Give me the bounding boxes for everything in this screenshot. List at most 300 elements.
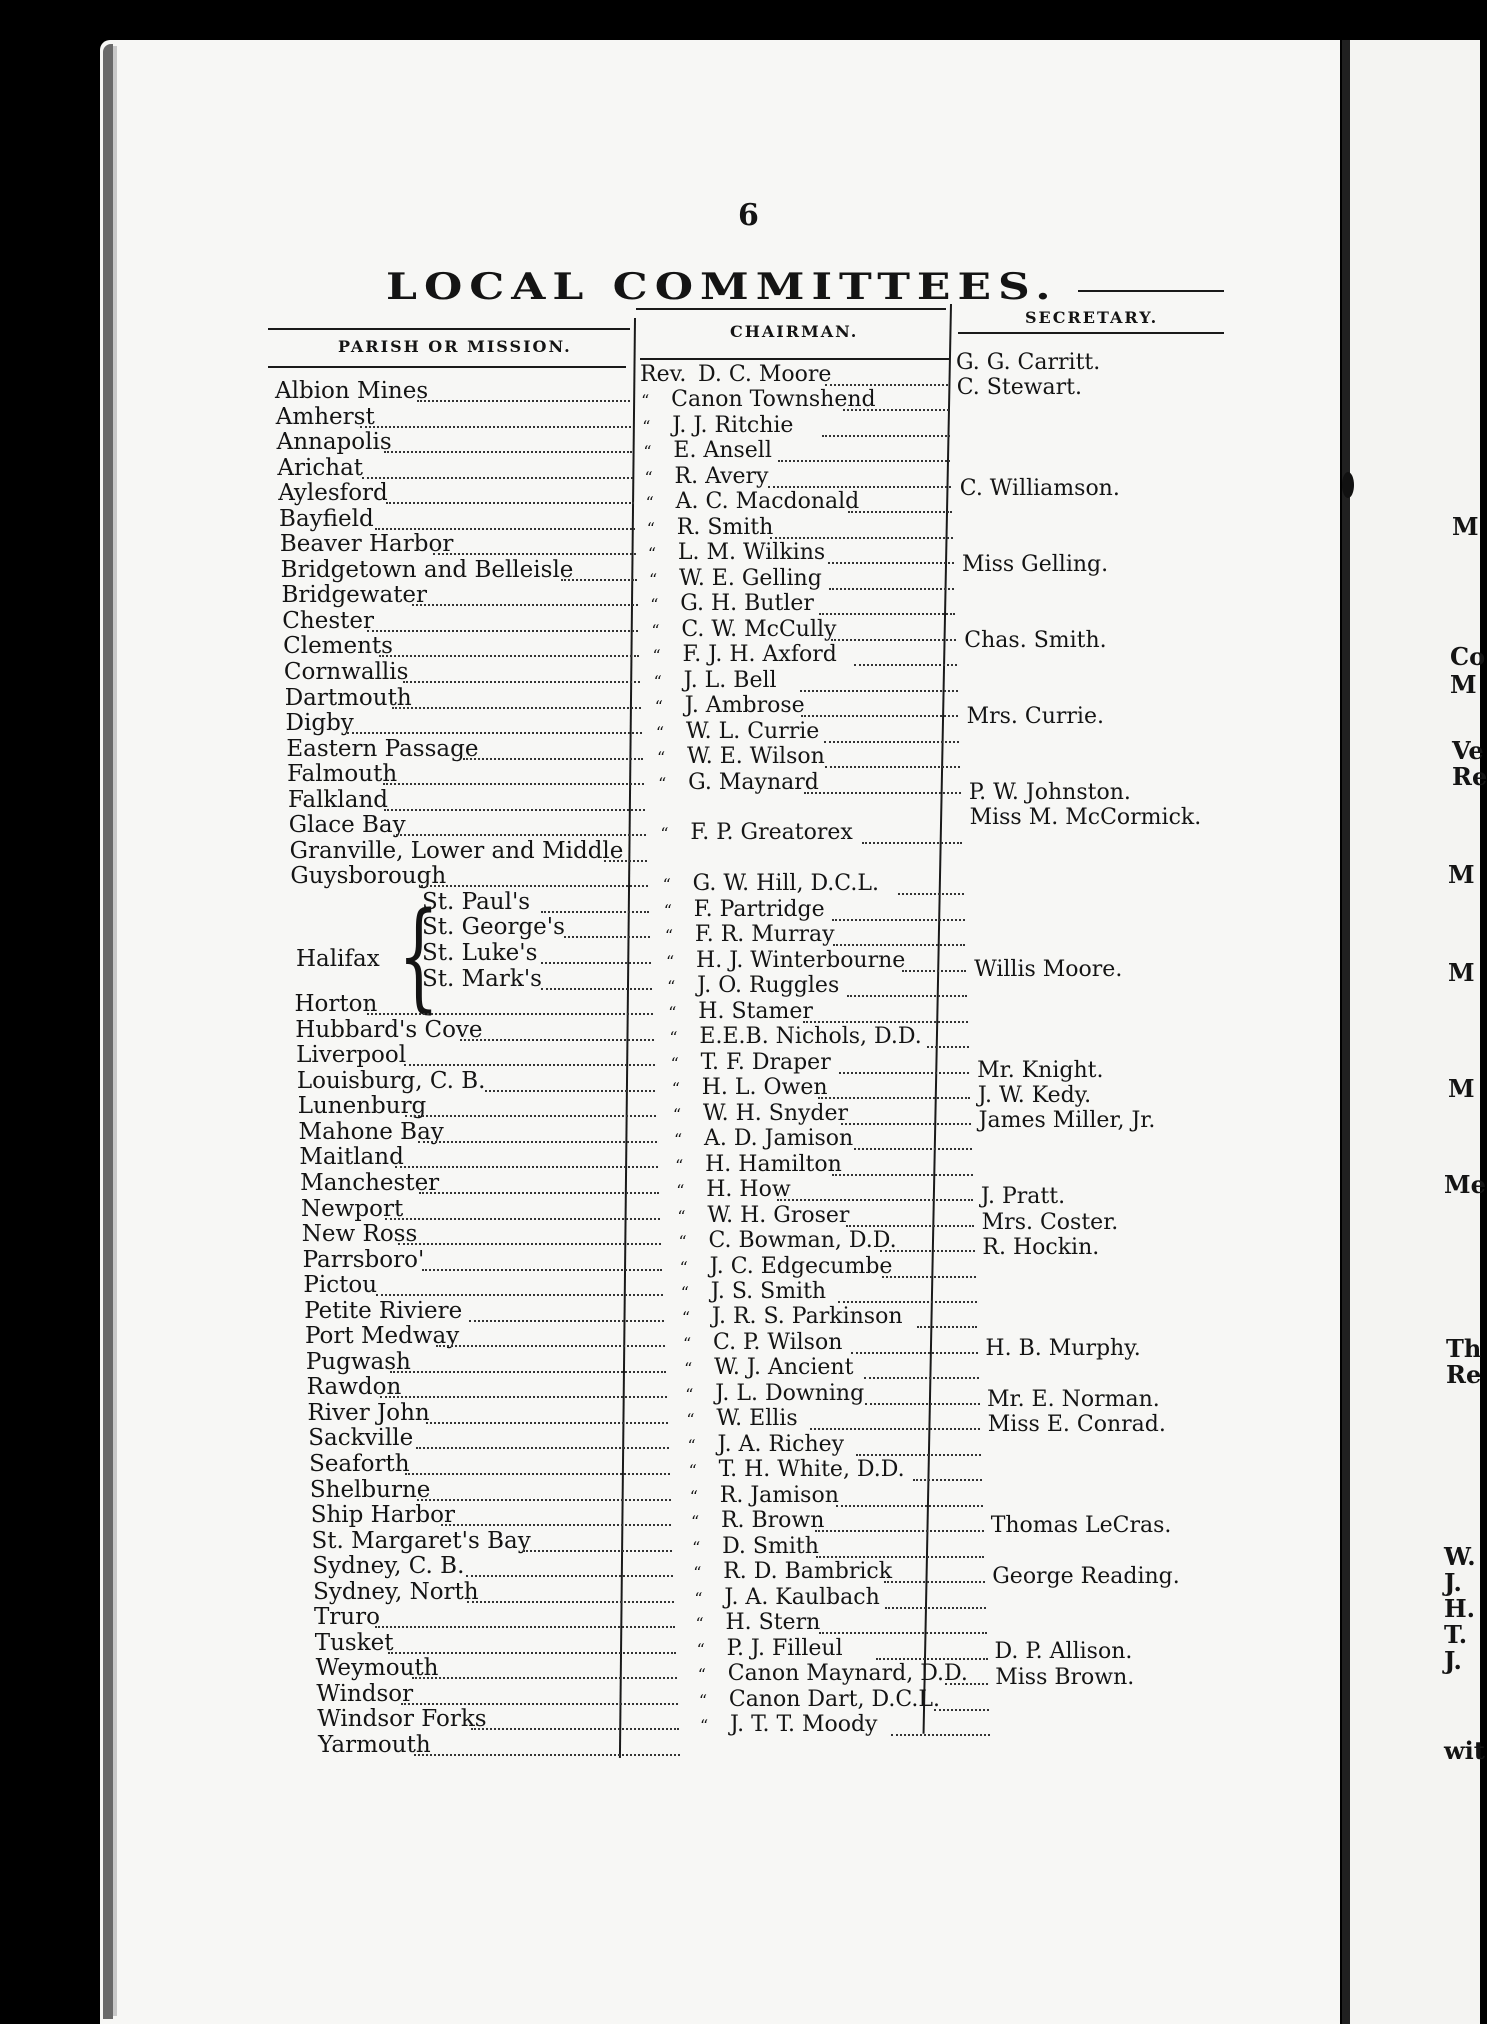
parish-name: Digby xyxy=(285,710,354,737)
dot-leader xyxy=(469,1320,664,1322)
ditto-mark: “ xyxy=(644,467,653,487)
chairman-name: R. D. Bambrick xyxy=(723,1559,893,1585)
facing-page-fragment: J. xyxy=(1444,1646,1462,1675)
facing-page-fragment: W. xyxy=(1444,1542,1476,1571)
chairman-name: W. Ellis xyxy=(716,1406,798,1432)
parish-name: Sydney, C. B. xyxy=(312,1553,465,1580)
facing-page-fragment: M xyxy=(1450,670,1477,699)
dot-leader xyxy=(405,1115,656,1117)
chairman-name: J. L. Bell xyxy=(683,667,777,693)
parish-name: Granville, Lower and Middle xyxy=(289,837,624,864)
dot-leader xyxy=(902,970,967,972)
dot-leader xyxy=(375,1626,675,1628)
parish-name: Windsor xyxy=(316,1680,414,1707)
facing-page-fragment: Th xyxy=(1446,1334,1482,1363)
dot-leader xyxy=(862,842,962,844)
chairman-name: J. L. Downing xyxy=(715,1380,865,1406)
dot-leader xyxy=(778,460,950,462)
parish-name: Chester xyxy=(282,607,374,634)
dot-leader xyxy=(851,1352,978,1354)
dot-leader xyxy=(460,1039,653,1041)
chairman-name: T. H. White, D.D. xyxy=(718,1457,905,1483)
dot-leader xyxy=(362,477,633,479)
parish-name: Parrsboro' xyxy=(302,1246,425,1273)
chairman-name: Canon Townshend xyxy=(671,387,876,413)
ditto-mark: “ xyxy=(645,493,654,513)
ditto-mark: “ xyxy=(697,1665,706,1685)
parish-name: Lunenburg xyxy=(297,1093,427,1120)
parish-name: Rawdon xyxy=(306,1374,402,1401)
dot-leader xyxy=(810,1428,980,1430)
chairman-name: W. L. Currie xyxy=(685,718,820,744)
dot-leader xyxy=(777,1199,973,1201)
chairman-name: E. Ansell xyxy=(673,438,772,464)
chairman-name: H. How xyxy=(706,1177,791,1203)
dot-leader xyxy=(383,783,644,785)
chairman-name: R. Avery xyxy=(674,463,769,489)
chairman-name: C. W. McCully xyxy=(681,616,837,642)
facing-page-fragment: M xyxy=(1448,1074,1475,1103)
ditto-mark: “ xyxy=(677,1206,686,1226)
chairman-name: G. H. Butler xyxy=(680,591,814,617)
parish-name: St. Mark's xyxy=(422,965,542,992)
dot-leader xyxy=(421,885,648,887)
facing-page-fragment: Co xyxy=(1450,642,1486,671)
dot-leader xyxy=(384,451,632,453)
chairman-name: A. C. Macdonald xyxy=(675,489,860,515)
dot-leader xyxy=(833,944,965,946)
dot-leader xyxy=(417,1499,670,1501)
ditto-mark: “ xyxy=(653,671,662,691)
dot-leader xyxy=(838,1301,977,1303)
page-edge xyxy=(103,44,113,2019)
dot-leader xyxy=(388,1652,676,1654)
dot-leader xyxy=(564,936,650,938)
chairman-name: C. Bowman, D.D. xyxy=(708,1228,897,1254)
dot-leader xyxy=(396,834,646,836)
dot-leader xyxy=(467,1601,675,1603)
dot-leader xyxy=(417,400,630,402)
dot-leader xyxy=(843,409,949,411)
ditto-mark: “ xyxy=(669,1028,678,1048)
parish-name: Bayfield xyxy=(279,505,374,532)
ditto-mark: “ xyxy=(676,1181,685,1201)
dot-leader xyxy=(414,1754,680,1756)
dot-leader xyxy=(876,1658,987,1660)
ditto-mark: “ xyxy=(671,1079,680,1099)
secretary-name: Mrs. Coster. xyxy=(981,1209,1119,1235)
ditto-mark: “ xyxy=(681,1308,691,1328)
secretary-name: Miss Gelling. xyxy=(962,552,1109,578)
secretary-name: Mr. Knight. xyxy=(977,1057,1104,1083)
parish-name: Bridgewater xyxy=(281,582,428,609)
chairman-name: G. Maynard xyxy=(688,769,819,795)
ditto-mark: “ xyxy=(692,1537,701,1557)
dot-leader xyxy=(416,1447,669,1449)
ditto-mark: “ xyxy=(693,1563,702,1583)
parish-name: New Ross xyxy=(301,1221,418,1248)
dot-leader xyxy=(436,1345,665,1347)
secretary-name: P. W. Johnston. xyxy=(968,779,1131,805)
secretary-name: J. Pratt. xyxy=(980,1184,1066,1210)
dot-leader xyxy=(884,1581,985,1583)
chairman-name: J. J. Ritchie xyxy=(672,412,794,438)
parish-name: Hubbard's Cove xyxy=(295,1016,483,1043)
secretary-name: J. W. Kedy. xyxy=(977,1083,1092,1109)
secretary-name: Willis Moore. xyxy=(974,956,1123,982)
facing-page-fragment: Ve xyxy=(1452,736,1484,765)
chairman-name: J. S. Smith xyxy=(710,1278,827,1304)
secretary-name: Mrs. Currie. xyxy=(966,703,1104,729)
page-edge-highlight xyxy=(113,46,117,2016)
dot-leader xyxy=(422,1269,662,1271)
facing-page-fragment: M xyxy=(1448,860,1475,889)
dot-leader xyxy=(856,1454,981,1456)
chairman-name: W. H. Snyder xyxy=(702,1100,849,1126)
secretary-name: Miss M. McCormick. xyxy=(969,805,1202,831)
chairman-name: J. T. T. Moody xyxy=(730,1712,878,1737)
dot-leader xyxy=(471,1728,679,1730)
facing-page-fragment: wit xyxy=(1444,1736,1485,1765)
dot-leader xyxy=(800,690,958,692)
ditto-mark: “ xyxy=(643,442,652,462)
chairman-name: R. Smith xyxy=(676,514,774,540)
dot-leader xyxy=(412,1677,678,1679)
ditto-mark: “ xyxy=(690,1512,700,1532)
parish-name: River John xyxy=(307,1399,430,1426)
facing-page-fragment: Me xyxy=(1444,1170,1486,1199)
right-page xyxy=(1350,40,1480,2024)
facing-page-fragment: Re xyxy=(1446,1360,1482,1389)
ditto-mark: “ xyxy=(684,1359,693,1379)
dot-leader xyxy=(404,1064,655,1066)
margin-bullet xyxy=(1342,472,1354,498)
dot-leader xyxy=(803,1021,968,1023)
parish-name: Pugwash xyxy=(305,1348,411,1375)
dot-leader xyxy=(898,893,964,895)
dot-leader xyxy=(770,537,952,539)
dot-leader xyxy=(418,1141,658,1143)
chairman-name: F. Partridge xyxy=(693,896,825,922)
dot-leader xyxy=(864,1377,979,1379)
dot-leader xyxy=(395,1166,658,1168)
dot-leader xyxy=(385,1218,660,1220)
ditto-mark: “ xyxy=(683,1333,692,1353)
ditto-mark: “ xyxy=(675,1155,684,1175)
parish-name: Horton xyxy=(294,991,378,1018)
facing-page-fragment: H. xyxy=(1444,1594,1476,1623)
chairman-name: D. Smith xyxy=(722,1533,819,1559)
dot-leader xyxy=(822,435,950,437)
dot-leader xyxy=(403,681,640,683)
chairman-name: H. Hamilton xyxy=(705,1151,842,1177)
dot-leader xyxy=(768,486,951,488)
dot-leader xyxy=(485,1090,656,1092)
dot-leader xyxy=(561,579,637,581)
chairman-name: J. C. Edgecumbe xyxy=(709,1253,893,1279)
secretary-name: H. B. Murphy. xyxy=(985,1336,1141,1362)
chairman-name: Canon Dart, D.C.L. xyxy=(728,1686,940,1712)
ditto-mark: “ xyxy=(667,977,676,997)
dot-leader xyxy=(927,1046,968,1048)
chairman-name: W. E. Wilson xyxy=(686,744,825,770)
dot-leader xyxy=(463,758,643,760)
ditto-mark: “ xyxy=(658,773,667,793)
parish-name: Falmouth xyxy=(287,761,398,788)
facing-page-fragment: M xyxy=(1448,958,1475,987)
parish-name: Yarmouth xyxy=(318,1732,431,1758)
dot-leader xyxy=(885,1607,986,1609)
dot-leader xyxy=(824,741,959,743)
chair-prefix: Rev. xyxy=(640,362,687,387)
parish-name: Clements xyxy=(283,633,393,660)
ditto-mark: “ xyxy=(655,722,665,742)
dot-leader xyxy=(818,1097,970,1099)
chairman-name: W. J. Ancient xyxy=(714,1355,854,1381)
dot-leader xyxy=(846,1225,974,1227)
ditto-mark: “ xyxy=(696,1639,705,1659)
subheader-rule-mid xyxy=(640,358,950,360)
column-header-chairman: CHAIRMAN. xyxy=(730,322,859,341)
halifax-label: Halifax xyxy=(296,946,380,972)
ditto-mark: “ xyxy=(651,620,660,640)
parish-name: Newport xyxy=(300,1195,404,1222)
dot-leader xyxy=(801,715,959,717)
facing-page-fragment: T. xyxy=(1444,1620,1468,1649)
parish-name: St. Luke's xyxy=(422,940,538,967)
secretary-name: George Reading. xyxy=(992,1563,1180,1589)
ditto-mark: “ xyxy=(662,875,671,895)
ditto-mark: “ xyxy=(663,900,672,920)
parish-name: Seaforth xyxy=(309,1450,410,1477)
dot-leader xyxy=(917,1326,977,1328)
parish-name: Falkland xyxy=(287,786,388,813)
dot-leader xyxy=(848,511,952,513)
dot-leader xyxy=(839,1072,969,1074)
column-header-parish: PARISH OR MISSION. xyxy=(338,337,572,356)
chairman-name: J. R. S. Parkinson xyxy=(711,1304,903,1330)
dot-leader xyxy=(347,732,642,734)
column-header-secretary: SECRETARY. xyxy=(1025,308,1159,327)
chairman-name: E.E.B. Nichols, D.D. xyxy=(699,1024,922,1050)
ditto-mark: “ xyxy=(642,416,651,436)
chairman-name: J. A. Richey xyxy=(717,1431,845,1457)
chairman-name: D. C. Moore xyxy=(698,362,832,387)
dot-leader xyxy=(815,1530,984,1532)
dot-leader xyxy=(433,553,635,555)
chairman-name: F. R. Murray xyxy=(694,922,835,948)
chairman-name: J. Ambrose xyxy=(684,693,805,719)
header-rule-mid xyxy=(636,308,946,310)
chairman-name: J. A. Kaulbach xyxy=(724,1584,880,1610)
secretary-name: D. P. Allison. xyxy=(994,1639,1133,1665)
ditto-mark: “ xyxy=(647,544,657,564)
chairman-name: F. P. Greatorex xyxy=(690,820,853,846)
ditto-mark: “ xyxy=(688,1461,697,1481)
dot-leader xyxy=(412,604,638,606)
dot-leader xyxy=(523,1550,673,1552)
parish-name: Aylesford xyxy=(278,480,388,507)
chairman-name: Canon Maynard, D.D. xyxy=(727,1661,968,1687)
chairman-name: C. P. Wilson xyxy=(713,1329,843,1355)
dot-leader xyxy=(819,1632,987,1634)
secretary-name: Miss Brown. xyxy=(995,1664,1135,1690)
parish-name: Port Medway xyxy=(305,1323,460,1350)
dot-leader xyxy=(841,1123,971,1125)
parish-name: Liverpool xyxy=(296,1042,407,1069)
dot-leader xyxy=(541,962,651,964)
chairman-name: T. F. Draper xyxy=(700,1049,831,1075)
dot-leader xyxy=(360,426,631,428)
parish-name: Shelburne xyxy=(309,1476,431,1503)
dot-leader xyxy=(832,1174,972,1176)
chairman-name: H. Stern xyxy=(725,1610,821,1636)
chairman-name: F. J. H. Axford xyxy=(682,642,837,668)
parish-name: Ship Harbor xyxy=(310,1502,455,1529)
ditto-mark: “ xyxy=(680,1282,689,1302)
dot-leader xyxy=(825,766,960,768)
dot-leader xyxy=(945,1683,989,1685)
secretary-name: G. G. Carritt. xyxy=(956,350,1101,375)
parish-name: Pictou xyxy=(303,1272,378,1299)
header-rule-right xyxy=(958,332,1224,334)
ditto-mark: “ xyxy=(654,697,663,717)
dot-leader xyxy=(882,1276,976,1278)
chairman-name: R. Jamison xyxy=(719,1482,839,1508)
ditto-mark: “ xyxy=(695,1614,704,1634)
ditto-mark: “ xyxy=(698,1690,708,1710)
parish-name: Tusket xyxy=(314,1629,394,1656)
dot-leader xyxy=(375,528,635,530)
dot-leader xyxy=(386,502,634,504)
ditto-mark: “ xyxy=(678,1232,687,1252)
dot-leader xyxy=(880,1250,974,1252)
title-rule xyxy=(1078,290,1224,292)
dot-leader xyxy=(380,1396,667,1398)
ditto-mark: “ xyxy=(670,1053,679,1073)
chairman-name: W. H. Groser xyxy=(707,1202,850,1228)
dot-leader xyxy=(379,655,639,657)
dot-leader xyxy=(847,995,967,997)
parish-name: Albion Mines xyxy=(275,378,429,404)
chairman-name: A. D. Jamison xyxy=(703,1126,854,1152)
dot-leader xyxy=(405,1473,670,1475)
parish-name: Bridgetown and Belleisle xyxy=(280,556,574,583)
halifax-brace: { xyxy=(398,886,440,1024)
dot-leader xyxy=(367,630,639,632)
ditto-mark: “ xyxy=(689,1486,698,1506)
chairman-name: L. M. Wilkins xyxy=(677,540,826,566)
parish-name: Annapolis xyxy=(276,429,392,456)
secretary-name: C. Stewart. xyxy=(956,375,1083,401)
parish-name: Louisburg, C. B. xyxy=(296,1067,486,1094)
ditto-mark: “ xyxy=(652,646,661,666)
chairman-name: G. W. Hill, D.C.L. xyxy=(692,871,879,897)
dot-leader xyxy=(398,1243,661,1245)
page-number: 6 xyxy=(738,198,759,233)
ditto-mark: “ xyxy=(664,926,674,946)
dot-leader xyxy=(541,988,652,990)
dot-leader xyxy=(390,1371,666,1373)
header-rule-left xyxy=(268,328,630,330)
dot-leader xyxy=(819,613,956,615)
dot-leader xyxy=(804,792,961,794)
parish-name: Truro xyxy=(313,1604,380,1631)
parish-name: St. Paul's xyxy=(422,888,531,915)
secretary-name: C. Williamson. xyxy=(959,476,1120,502)
dot-leader xyxy=(419,1192,659,1194)
dot-leader xyxy=(854,664,956,666)
ditto-mark: “ xyxy=(672,1104,682,1124)
parish-name: Eastern Passage xyxy=(286,735,479,762)
secretary-name: Chas. Smith. xyxy=(964,628,1107,654)
ditto-mark: “ xyxy=(679,1257,688,1277)
parish-name: Weymouth xyxy=(315,1655,439,1682)
dot-leader xyxy=(466,1575,674,1577)
dot-leader xyxy=(441,1524,671,1526)
ditto-mark: “ xyxy=(700,1716,709,1735)
chairman-name: R. Brown xyxy=(720,1508,825,1534)
dot-leader xyxy=(367,1013,652,1015)
secretary-name: R. Hockin. xyxy=(982,1234,1100,1260)
chairman-name: P. J. Filleul xyxy=(726,1635,843,1661)
facing-page-fragment: Re xyxy=(1452,762,1487,791)
dot-leader xyxy=(913,1479,982,1481)
parish-name: Sackville xyxy=(308,1425,414,1452)
parish-name: Amherst xyxy=(275,403,375,430)
parish-name: Mahone Bay xyxy=(298,1118,444,1145)
dot-leader xyxy=(891,1734,990,1736)
parish-name: St. Margaret's Bay xyxy=(311,1527,531,1554)
parish-name: Windsor Forks xyxy=(317,1706,487,1733)
parish-name: Petite Riviere xyxy=(304,1297,463,1324)
dot-leader xyxy=(828,562,954,564)
parish-name: Glace Bay xyxy=(288,812,406,839)
dot-leader xyxy=(832,919,964,921)
parish-name: Cornwallis xyxy=(283,659,409,686)
dot-leader xyxy=(865,1403,980,1405)
ditto-mark: “ xyxy=(666,951,675,971)
ditto-mark: “ xyxy=(660,824,669,844)
dot-leader xyxy=(384,809,645,811)
chairman-name: H. Stamer xyxy=(698,998,813,1024)
ditto-mark: “ xyxy=(668,1002,677,1022)
ditto-mark: “ xyxy=(685,1384,694,1404)
ditto-mark: “ xyxy=(686,1410,695,1430)
secretary-name: Miss E. Conrad. xyxy=(987,1411,1166,1437)
dot-leader xyxy=(825,384,948,386)
dot-leader xyxy=(816,1556,985,1558)
ditto-mark: “ xyxy=(649,569,658,589)
ditto-mark: “ xyxy=(694,1588,703,1608)
ditto-mark: “ xyxy=(650,595,659,615)
dot-leader xyxy=(831,639,956,641)
secretary-name: James Miller, Jr. xyxy=(978,1108,1156,1134)
parish-name: Guysborough xyxy=(290,863,447,890)
secretary-name: Mr. E. Norman. xyxy=(986,1386,1160,1412)
ditto-mark: “ xyxy=(673,1130,683,1150)
chairman-name: J. O. Ruggles xyxy=(697,973,840,999)
dot-leader xyxy=(392,707,641,709)
page-title: LOCAL COMMITTEES. xyxy=(386,266,1058,308)
facing-page-fragment: M xyxy=(1452,512,1479,541)
ditto-mark: “ xyxy=(646,518,655,538)
dot-leader xyxy=(376,1294,663,1296)
parish-name: Sydney, North xyxy=(313,1578,479,1605)
ditto-mark: “ xyxy=(656,748,666,768)
chairman-name: H. L. Owen xyxy=(701,1075,828,1101)
dot-leader xyxy=(401,1703,678,1705)
